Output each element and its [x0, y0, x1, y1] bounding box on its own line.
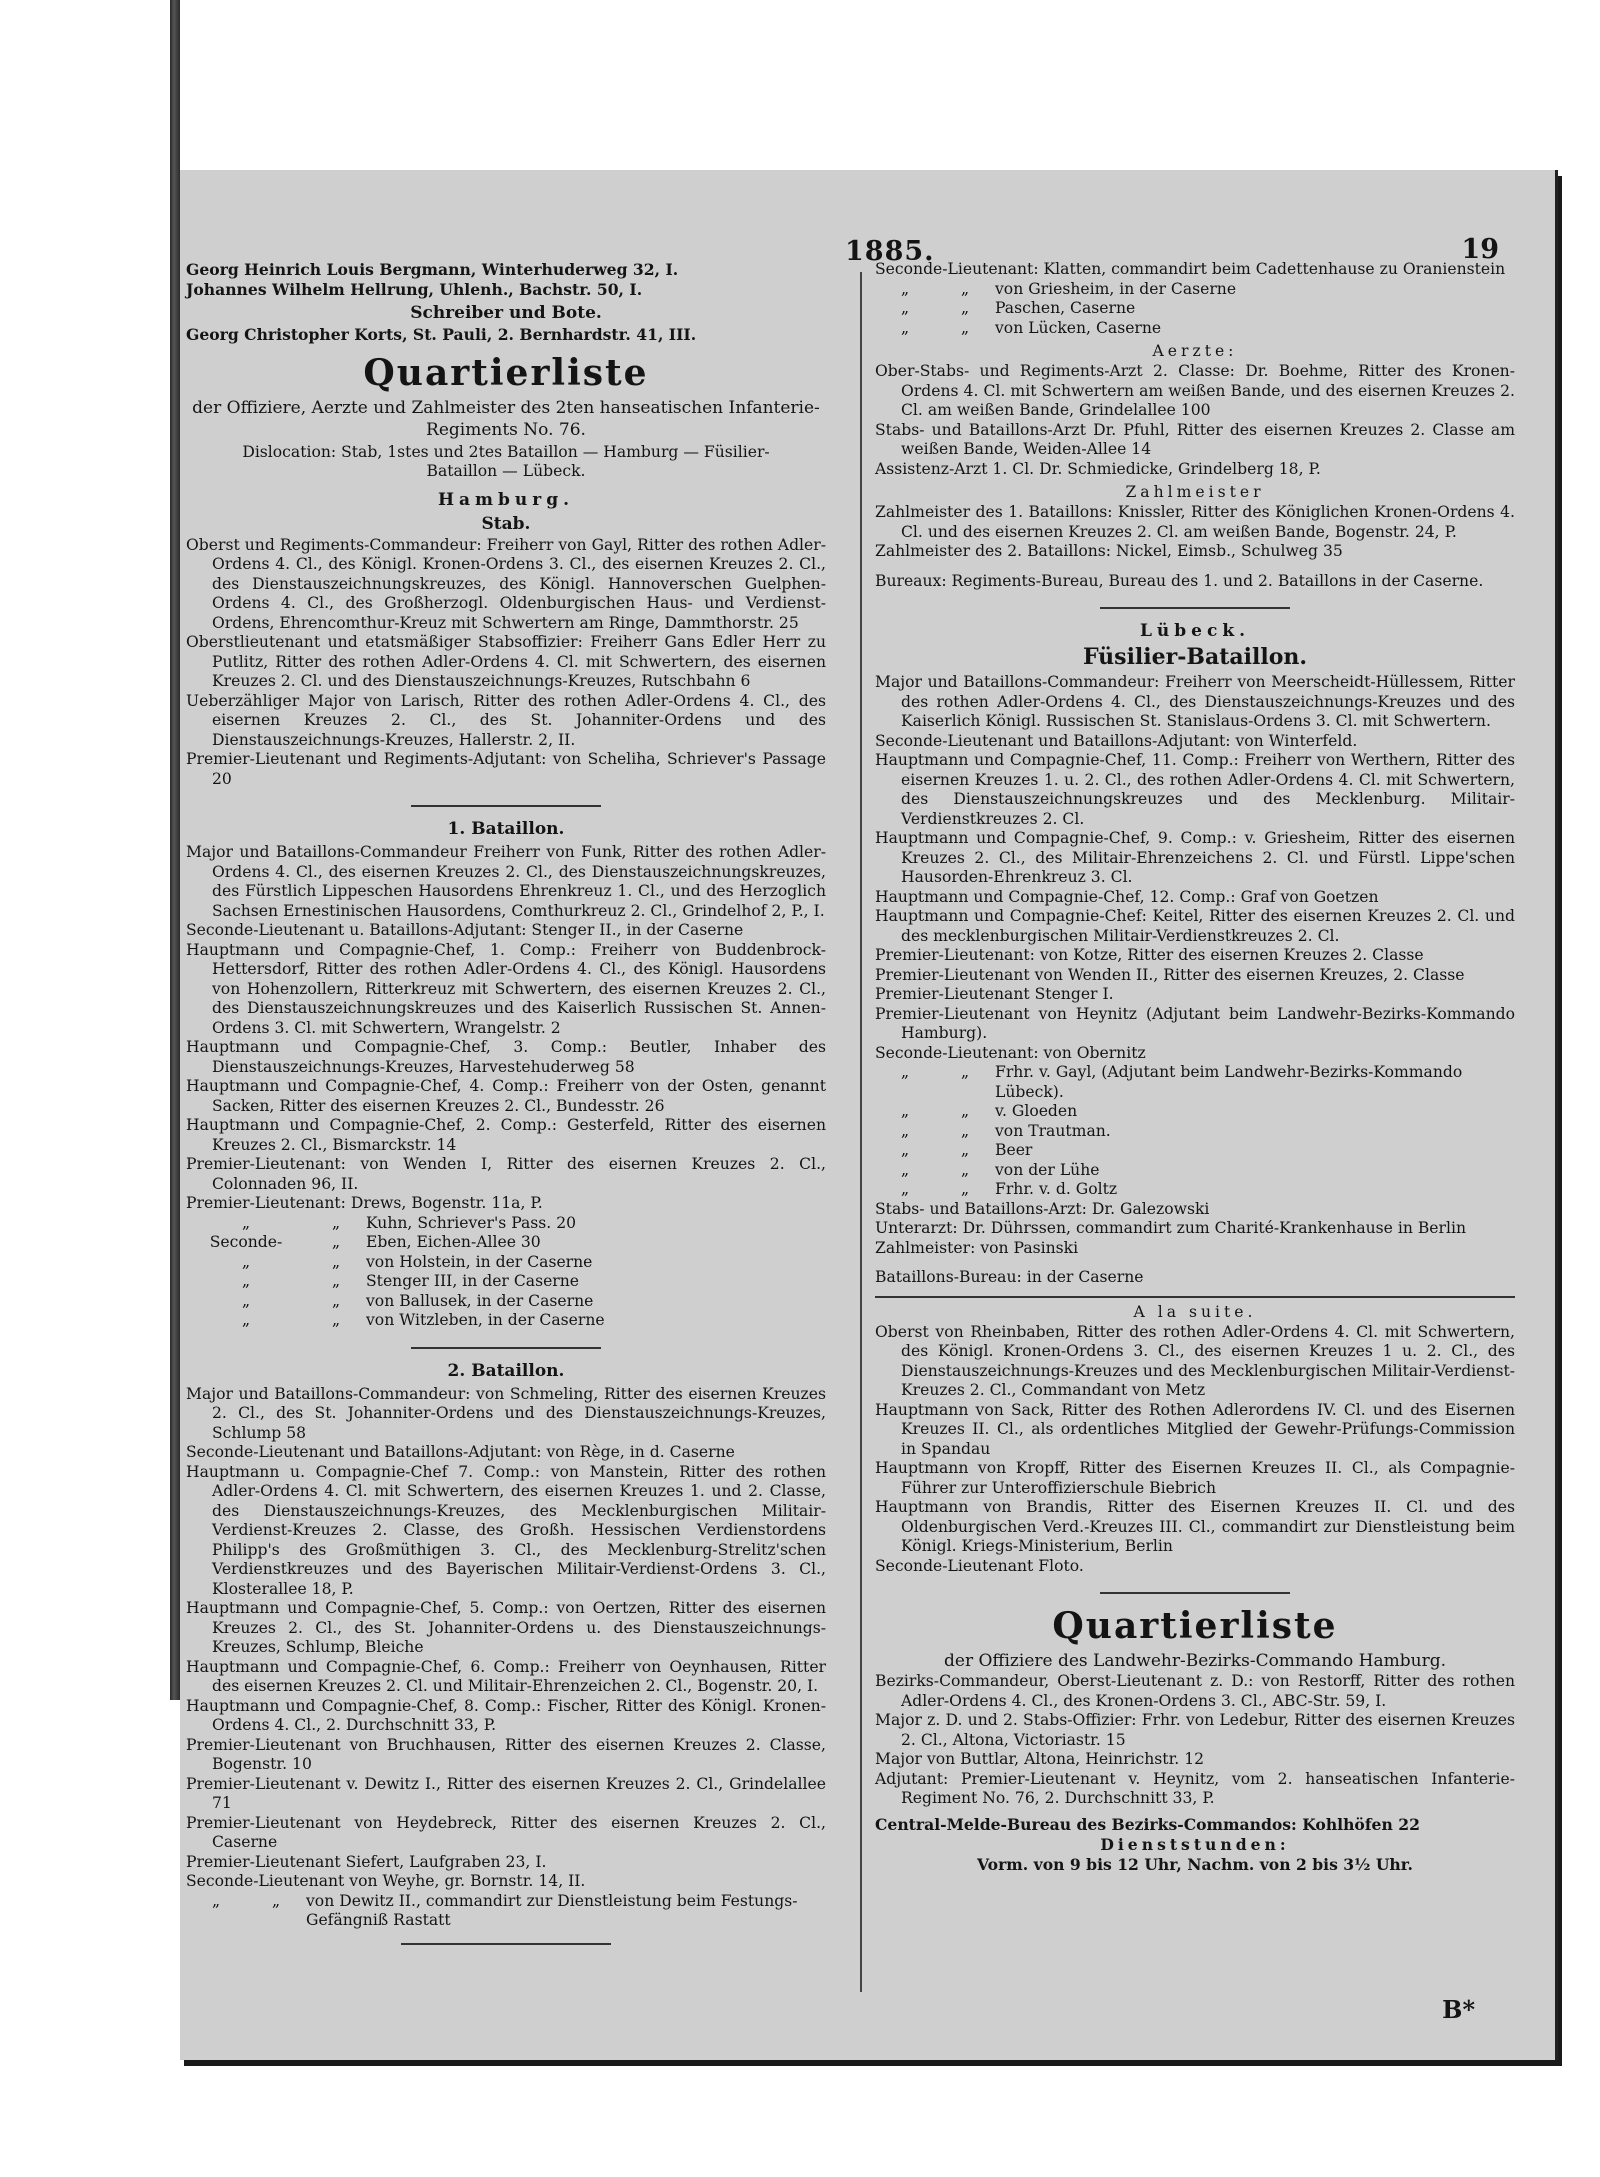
ditto-mark: „: [960, 1180, 970, 1198]
fuesilier-entry: Premier-Lieutenant von Heynitz (Adjutant beim Landwehr-Bezirks-Kommando Hamburg).: [875, 1004, 1515, 1042]
bataillon-2-entry: Premier-Lieutenant v. Dewitz I., Ritter des eisernen Kreuzes 2. Cl., Grindelallee 71: [186, 1774, 826, 1812]
landwehr-entry: Bezirks-Commandeur, Oberst-Lieutenant z. D.: von Restorff, Ritter des rothen Adler-Ordens 4. Cl., des Kronen-Ordens 3. Cl., ABC-Str. 59, I.: [875, 1672, 1515, 1710]
schreiber-entry: Georg Christopher Korts, St. Pauli, 2. Bernhardstr. 41, III.: [186, 325, 697, 344]
list-item-text: Frhr. v. d. Goltz: [995, 1180, 1118, 1198]
bataillon-2-entry: Premier-Lieutenant Siefert, Laufgraben 23, I.: [186, 1852, 547, 1871]
section-rule: [401, 1943, 611, 1945]
ditto-mark: „: [960, 1063, 970, 1081]
rank-label: Seconde-: [209, 1233, 283, 1251]
list-item-text: von Dewitz II., commandirt zur Dienstleistung beim Festungs-Gefängniß Rastatt: [306, 1891, 798, 1929]
fuesilier-entry: Stabs- und Bataillons-Arzt: Dr. Galezowski: [875, 1199, 1210, 1218]
bataillon-1-heading: 1. Bataillon.: [447, 819, 565, 839]
bataillon-1-entry: Major und Bataillons-Commandeur Freiherr von Funk, Ritter des rothen Adler-Ordens 4. Cl., des eisernen Kreuzes 2. Cl., des Dienstauszeichnungskreuzes, des Fürstlich Lippeschen Hausordens Ehrenkreuz 1. Cl., und des Herzoglich Sachsen Ernestinischen Hausordens, Comthurkreuz 2. Cl., Grindelhof 2, P., I.: [186, 843, 826, 920]
bataillon-1-entry: Hauptmann und Compagnie-Chef, 2. Comp.: Gesterfeld, Ritter des eisernen Kreuzes 2. Cl., Bismarckstr. 14: [186, 1116, 826, 1154]
ditto-mark: „: [271, 1891, 281, 1910]
fuesilier-entry: Hauptmann und Compagnie-Chef: Keitel, Ritter des eisernen Kreuzes 2. Cl. und des mecklenburgischen Militair-Verdienstkreuzes 2. Cl.: [875, 907, 1515, 945]
bataillon-1-entry: Hauptmann und Compagnie-Chef, 4. Comp.: Freiherr von der Osten, genannt Sacken, Ritter des eisernen Kreuzes 2. Cl., Bundesstr. 26: [186, 1077, 826, 1115]
ditto-mark: „: [331, 1213, 341, 1232]
fuesilier-entry: Hauptmann und Compagnie-Chef, 11. Comp.: Freiherr von Werthern, Ritter des eisernen Kreuzes 1. u. 2. Cl., des rothen Adler-Ordens 4. Cl. mit Schwertern, des Dienstauszeichnungskreuzes und des Mecklenburg. Militair-Verdienstkreuzes 2. Cl.: [875, 751, 1515, 828]
ditto-mark: „: [241, 1213, 251, 1232]
list-item: [186, 1292, 826, 1312]
spacer: [875, 562, 1515, 572]
dislocation: Dislocation: Stab, 1stes und 2tes Bataillon — Hamburg — Füsilier-Bataillon — Lübeck.: [242, 442, 770, 480]
ditto-mark: „: [331, 1272, 341, 1290]
ditto-mark: „: [960, 1160, 970, 1179]
ditto-mark: „: [241, 1252, 251, 1271]
list-item-text: Beer: [995, 1141, 1033, 1159]
list-item: [186, 1253, 826, 1273]
ditto-mark: „: [960, 1141, 970, 1159]
ditto-mark: „: [211, 1891, 221, 1910]
fuesilier-entry: Hauptmann und Compagnie-Chef, 12. Comp.: Graf von Goetzen: [875, 887, 1379, 906]
ditto-mark: „: [241, 1291, 251, 1310]
alasuite-entry: Hauptmann von Kropff, Ritter des Eisernen Kreuzes II. Cl., als Compagnie-Führer zur Unteroffizierschule Biebrich: [875, 1459, 1515, 1497]
list-item-text: von der Lühe: [995, 1160, 1100, 1179]
fuesilier-entry: Seconde-Lieutenant und Bataillons-Adjutant: von Winterfeld.: [875, 731, 1358, 750]
seconde-entry: Seconde-Lieutenant: Klatten, commandirt beim Cadettenhause zu Oranienstein: [875, 260, 1506, 278]
bataillon-2-entry: Hauptmann und Compagnie-Chef, 6. Comp.: Freiherr von Oeynhausen, Ritter des eisernen Kreuzes 2. Cl. und Militair-Ehrenzeichen 2. Cl., Bogenstr. 20, I.: [186, 1657, 826, 1695]
right-column: [875, 260, 1515, 1875]
list-item: [186, 1272, 826, 1292]
ditto-mark: „: [900, 1121, 910, 1140]
fuesilier-entry: Premier-Lieutenant Stenger I.: [875, 985, 1114, 1003]
list-item-text: von Witzleben, in der Caserne: [366, 1311, 605, 1329]
ditto-mark: „: [900, 1102, 910, 1120]
page-number: 19: [1461, 234, 1499, 265]
list-item-text: Eben, Eichen-Allee 30: [366, 1233, 541, 1251]
list-item: [875, 1141, 1515, 1161]
list-item: [875, 1102, 1515, 1122]
section-rule: [411, 805, 601, 807]
list-item-text: von Lücken, Caserne: [995, 318, 1162, 337]
list-item: [875, 1063, 1515, 1102]
list-item: [875, 280, 1515, 300]
fuesilier-entry: Seconde-Lieutenant: von Obernitz: [875, 1043, 1146, 1062]
ditto-mark: „: [241, 1272, 251, 1290]
list-item-text: von Trautman.: [995, 1121, 1111, 1140]
intro-entry: Georg Heinrich Louis Bergmann, Winterhuderweg 32, I.: [186, 260, 679, 279]
signature-mark: B*: [1442, 1995, 1475, 2024]
aerzte-entry: Ober-Stabs- und Regiments-Arzt 2. Classe: Dr. Boehme, Ritter des Kronen-Ordens 4. Cl. mit Schwertern am weißen Bande, und des eisernen Kreuzes 2. Cl. am weißen Bande, Grindelallee 100: [875, 362, 1515, 419]
document-page: [180, 170, 1558, 2060]
fuesilier-entry: Unterarzt: Dr. Dührssen, commandirt zum Charité-Krankenhause in Berlin: [875, 1219, 1467, 1237]
bataillon-2-entry: Premier-Lieutenant von Heydebreck, Ritter des eisernen Kreuzes 2. Cl., Caserne: [186, 1813, 826, 1851]
list-item: [186, 1214, 826, 1234]
list-item-text: Frhr. v. Gayl, (Adjutant beim Landwehr-Bezirks-Kommando Lübeck).: [995, 1063, 1463, 1101]
book-spine: [170, 0, 180, 1700]
list-item-text: von Ballusek, in der Caserne: [366, 1291, 594, 1310]
ditto-mark: „: [900, 279, 910, 298]
landwehr-entry: Major von Buttlar, Altona, Heinrichstr. 12: [875, 1750, 1205, 1768]
stab-entry: Oberst und Regiments-Commandeur: Freiherr von Gayl, Ritter des rothen Adler-Ordens 4. Cl., des Königl. Kronen-Ordens 3. Cl., des eisernen Kreuzes 2. Cl., des Dienstauszeichnungskreuzes, des Königl. Hannoverschen Guelphen-Ordens 4. Cl., des Großherzogl. Oldenburgischen Haus- und Verdienst-Ordens, Ehrencomthur-Kreuz mit Schwertern am Ringe, Dammthorstr. 25: [186, 535, 826, 632]
dienststunden: Vorm. von 9 bis 12 Uhr, Nachm. von 2 bis 3½ Uhr.: [977, 1855, 1413, 1874]
ditto-mark: „: [960, 279, 970, 298]
list-item: [875, 299, 1515, 319]
zahlmeister-entry: Zahlmeister des 1. Bataillons: Knissler, Ritter des Königlichen Kronen-Ordens 4. Cl. und des eisernen Kreuzes 2. Cl. am weißen Bande, Bogenstr. 24, P.: [875, 503, 1515, 541]
bataillon-2-entry: Hauptmann u. Compagnie-Chef 7. Comp.: von Manstein, Ritter des rothen Adler-Ordens 4. Cl. mit Schwertern, des eisernen Kreuzes 1. und 2. Classe, des Dienstauszeichnungs-Kreuzes, des Mecklenburgischen Militair-Verdienst-Kreuzes 2. Classe, des Großh. Hessischen Verdienstordens Philipp's des Großmüthigen 3. Cl., des Mecklenburg-Strelitz'schen Verdienstkreuzes und des Bayerischen Militair-Verdienst-Ordens 3. Cl., Klosterallee 18, P.: [186, 1462, 826, 1598]
column-divider: [860, 272, 862, 1992]
ditto-mark: „: [900, 1141, 910, 1159]
header-year: 1885.: [845, 236, 935, 267]
stab-heading: Stab.: [481, 513, 531, 534]
fuesilier-entry: Premier-Lieutenant von Wenden II., Ritter des eisernen Kreuzes, 2. Classe: [875, 965, 1465, 984]
hamburg-heading: Hamburg.: [437, 489, 575, 510]
landwehr-title: Quartierliste: [1052, 1605, 1338, 1647]
ditto-mark: „: [900, 299, 910, 317]
ditto-mark: „: [331, 1311, 341, 1329]
ditto-mark: „: [331, 1291, 341, 1310]
landwehr-entry: Major z. D. und 2. Stabs-Offizier: Frhr. von Ledebur, Ritter des eisernen Kreuzes 2. Cl., Altona, Victoriastr. 15: [875, 1711, 1515, 1749]
bataillon-2-entry: Seconde-Lieutenant und Bataillons-Adjutant: von Rège, in d. Caserne: [186, 1443, 735, 1461]
bataillon-2-entry: Hauptmann und Compagnie-Chef, 5. Comp.: von Oertzen, Ritter des eisernen Kreuzes 2. Cl., des St. Johanniter-Ordens u. des Dienstauszeichnungs-Kreuzes, Schlump, Bleiche: [186, 1599, 826, 1656]
bataillon-1-entry: Premier-Lieutenant: von Wenden I, Ritter des eisernen Kreuzes 2. Cl., Colonnaden 96, II.: [186, 1155, 826, 1193]
ditto-mark: „: [331, 1233, 341, 1251]
bataillon-2-entry: Hauptmann und Compagnie-Chef, 8. Comp.: Fischer, Ritter des Königl. Kronen-Ordens 4. Cl., 2. Durchschnitt 33, P.: [186, 1696, 826, 1734]
bataillon-1-entry: Premier-Lieutenant: Drews, Bogenstr. 11a, P.: [186, 1194, 543, 1212]
aerzte-entry: Stabs- und Bataillons-Arzt Dr. Pfuhl, Ritter des eisernen Kreuzes 2. Classe am weißen Bande, Weiden-Allee 14: [875, 420, 1515, 458]
list-item: [186, 1233, 826, 1253]
list-item: [875, 319, 1515, 339]
landwehr-subtitle: der Offiziere des Landwehr-Bezirks-Commando Hamburg.: [944, 1651, 1446, 1671]
list-item: [875, 1122, 1515, 1142]
list-item-text: Kuhn, Schriever's Pass. 20: [366, 1213, 577, 1232]
alasuite-entry: Seconde-Lieutenant Floto.: [875, 1556, 1084, 1575]
ditto-mark: „: [960, 299, 970, 317]
landwehr-entry: Adjutant: Premier-Lieutenant v. Heynitz, vom 2. hanseatischen Infanterie-Regiment No. 76, 2. Durchschnitt 33, P.: [875, 1769, 1515, 1807]
fuesilier-entry: Premier-Lieutenant: von Kotze, Ritter des eisernen Kreuzes 2. Classe: [875, 946, 1424, 964]
list-item: [186, 1892, 826, 1931]
ditto-mark: „: [900, 1180, 910, 1198]
fuesilier-entry: Hauptmann und Compagnie-Chef, 9. Comp.: v. Griesheim, Ritter des eisernen Kreuzes 2. Cl., des Militair-Ehrenzeichens 2. Cl. und Fürstl. Lippe'schen Hausorden-Ehrenkreuz 3. Cl.: [875, 829, 1515, 886]
ditto-mark: „: [900, 1063, 910, 1081]
section-rule: [1100, 1592, 1290, 1594]
list-item-text: Paschen, Caserne: [995, 299, 1136, 317]
document-title: Quartierliste: [363, 351, 649, 394]
ditto-mark: „: [960, 1121, 970, 1140]
zahlmeister-entry: Zahlmeister des 2. Bataillons: Nickel, Eimsb., Schulweg 35: [875, 542, 1343, 560]
spacer: [875, 1258, 1515, 1268]
list-item: [875, 1180, 1515, 1200]
section-rule: [1100, 607, 1290, 609]
central-bureau: Central-Melde-Bureau des Bezirks-Commandos: Kohlhöfen 22: [875, 1814, 1420, 1834]
list-item-text: v. Gloeden: [995, 1102, 1078, 1120]
list-item-text: von Griesheim, in der Caserne: [995, 279, 1237, 298]
aerzte-entry: Assistenz-Arzt 1. Cl. Dr. Schmiedicke, Grindelberg 18, P.: [875, 459, 1321, 478]
list-item-text: von Holstein, in der Caserne: [366, 1252, 593, 1271]
ditto-mark: „: [960, 318, 970, 337]
dienststunden-heading: Dienststunden:: [1100, 1835, 1290, 1854]
list-item: [186, 1311, 826, 1331]
ditto-mark: „: [331, 1252, 341, 1271]
ditto-mark: „: [960, 1102, 970, 1120]
fuesilier-entry: Zahlmeister: von Pasinski: [875, 1238, 1079, 1257]
stab-entry: Premier-Lieutenant und Regiments-Adjutant: von Scheliha, Schriever's Passage 20: [186, 750, 826, 788]
aerzte-heading: Aerzte:: [1152, 342, 1238, 360]
bataillon-2-entry: Premier-Lieutenant von Bruchhausen, Ritter des eisernen Kreuzes 2. Classe, Bogenstr. 10: [186, 1735, 826, 1773]
bataillon-1-entry: Hauptmann und Compagnie-Chef, 3. Comp.: Beutler, Inhaber des Dienstauszeichnungs-Kreuzes, Harvestehuderweg 58: [186, 1038, 826, 1076]
fuesilier-bureau: Bataillons-Bureau: in der Caserne: [875, 1268, 1144, 1286]
bureau-entry: Bureaux: Regiments-Bureau, Bureau des 1. und 2. Bataillons in der Caserne.: [875, 571, 1484, 590]
bataillon-1-entry: Seconde-Lieutenant u. Bataillons-Adjutant: Stenger II., in der Caserne: [186, 921, 744, 939]
section-rule: [411, 1347, 601, 1349]
luebeck-heading: Lübeck.: [1139, 621, 1251, 641]
alasuite-heading: A la suite.: [1133, 1302, 1257, 1321]
bataillon-1-entry: Hauptmann und Compagnie-Chef, 1. Comp.: Freiherr von Buddenbrock-Hettersdorf, Ritter des rothen Adler-Ordens 4. Cl., des Königl. Hausordens von Hohenzollern, Ritterkreuz mit Schwertern, des eisernen Kreuzes 2. Cl., des Dienstauszeichnungskreuzes und des Kaiserlich Russischen St. Annen-Ordens 3. Cl. mit Schwertern, Wrangelstr. 2: [186, 940, 826, 1037]
list-item-text: Stenger III, in der Caserne: [366, 1272, 580, 1290]
alasuite-entry: Hauptmann von Brandis, Ritter des Eisernen Kreuzes II. Cl. und des Oldenburgischen Verd.-Kreuzes III. Cl., commandirt zur Dienstleistung beim Königl. Kriegs-Ministerium, Berlin: [875, 1498, 1515, 1555]
ditto-mark: „: [241, 1311, 251, 1329]
ditto-mark: „: [900, 318, 910, 337]
fuesilier-heading: Füsilier-Bataillon.: [1082, 644, 1308, 670]
intro-entry: Johannes Wilhelm Hellrung, Uhlenh., Bachstr. 50, I.: [186, 279, 643, 299]
fuesilier-entry: Major und Bataillons-Commandeur: Freiherr von Meerscheidt-Hüllessem, Ritter des rothen Adler-Ordens 4. Cl., des Dienstauszeichnungs-Kreuzes und des Kaiserlich Königl. Russischen St. Stanislaus-Ordens 3. Cl. mit Schwertern.: [875, 673, 1515, 730]
scan-margin: [0, 0, 1600, 170]
section-rule: [875, 1296, 1515, 1298]
zahlmeister-heading: Zahlmeister: [1125, 483, 1265, 501]
bataillon-2-entry: Seconde-Lieutenant von Weyhe, gr. Bornstr. 14, II.: [186, 1872, 586, 1890]
ditto-mark: „: [900, 1160, 910, 1179]
document-subtitle: der Offiziere, Aerzte und Zahlmeister des 2ten hanseatischen Infanterie-Regiments No. 76.: [192, 397, 820, 440]
bataillon-2-heading: 2. Bataillon.: [447, 1360, 565, 1381]
schreiber-heading: Schreiber und Bote.: [410, 303, 602, 323]
stab-entry: Ueberzähliger Major von Larisch, Ritter des rothen Adler-Ordens 4. Cl., des eisernen Kreuzes 2. Cl., des St. Johanniter-Ordens und des Dienstauszeichnungs-Kreuzes, Hallerstr. 2, II.: [186, 691, 826, 749]
left-column: [186, 260, 826, 1955]
alasuite-entry: Oberst von Rheinbaben, Ritter des rothen Adler-Ordens 4. Cl. mit Schwertern, des Königl. Kronen-Ordens 3. Cl., des eisernen Kreuzes 1 u. 2. Cl., des Dienstauszeichnungs-Kreuzes und des Mecklenburgischen Militair-Verdienst-Kreuzes 2. Cl., Commandant von Metz: [875, 1322, 1515, 1399]
alasuite-entry: Hauptmann von Sack, Ritter des Rothen Adlerordens IV. Cl. und des Eisernen Kreuzes II. Cl., als ordentliches Mitglied der Gewehr-Prüfungs-Commission in Spandau: [875, 1400, 1515, 1458]
list-item: [875, 1161, 1515, 1181]
stab-entry: Oberstlieutenant und etatsmäßiger Stabsoffizier: Freiherr Gans Edler Herr zu Putlitz, Ritter des rothen Adler-Ordens 4. Cl. mit Schwertern, des eisernen Kreuzes 2. Cl. und des Dienstauszeichnungs-Kreuzes, Rutschbahn 6: [186, 633, 826, 690]
bataillon-2-entry: Major und Bataillons-Commandeur: von Schmeling, Ritter des eisernen Kreuzes 2. Cl., des St. Johanniter-Ordens und des Dienstauszeichnungs-Kreuzes, Schlump 58: [186, 1384, 826, 1442]
